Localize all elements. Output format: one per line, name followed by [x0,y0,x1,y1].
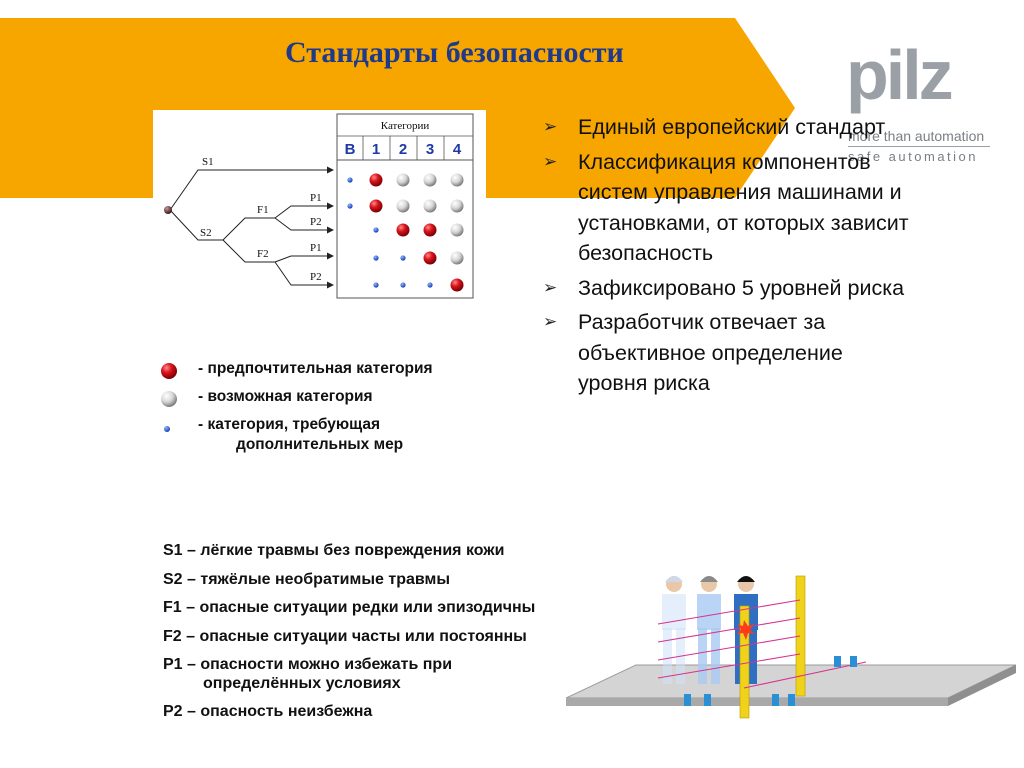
branch-label-s1: S1 [202,156,214,168]
white-ball-icon [424,174,437,187]
branch-f1p2-line [275,218,333,230]
white-ball-icon [451,200,464,213]
category-4: 4 [452,141,462,158]
branch-label-f1: F1 [257,204,269,216]
legend-possible [160,386,520,414]
branch-label-s2: S2 [200,227,212,239]
platform [566,665,1016,698]
definition-f2: F2 – опасные ситуации часты или постоянны [163,627,527,645]
blue-ball-icon [347,177,352,182]
branch-f2p2-line [275,262,333,285]
blue-ball-icon [373,255,378,260]
red-ball-icon [424,252,437,265]
arrow-bullet-icon: ➢ [543,277,558,297]
legend-preferred-text: - предпочтительная категория [198,360,433,377]
category-2: 2 [398,141,408,158]
definition-p1: P1 – опасности можно избежать при [163,656,453,673]
blue-ball-icon [427,282,432,287]
legend-additional [160,414,520,462]
blue-ball-icon [400,282,405,287]
blue-dot-icon [160,420,178,438]
branch-label-f1-p2: P2 [310,216,322,228]
arrow-bullet-icon: ➢ [543,312,558,331]
category-1: 1 [371,141,381,158]
white-ball-icon [451,252,464,265]
blue-ball-icon [347,203,352,208]
bullet-text: Единый европейский стандарт [578,115,886,139]
definition-s2: S2 – тяжёлые необратимые травмы [163,570,450,588]
white-ball-icon [424,200,437,213]
bullet-text: Разработчик отвечает за объективное определение уровня риска [578,310,843,395]
branch-s1-line [170,170,333,210]
red-ball-icon [424,224,437,237]
blue-ball-icon [373,282,378,287]
branch-label-f2: F2 [257,248,269,260]
legend-possible-text: - возможная категория [198,388,373,405]
definition-s1: S1 – лёгкие травмы без повреждения кожи [163,542,505,559]
key-points-list [543,112,913,403]
category-3: 3 [425,141,435,158]
logo-mark: pilz [846,36,951,114]
white-ball-icon [397,174,410,187]
logo-tagline-1: more than automation [848,128,985,144]
definition-p1-cont: определённых условиях [203,674,401,692]
light-curtain-illustration [566,570,1016,720]
branch-f2p1-line [275,256,333,262]
page-title: Стандарты безопасности [285,36,624,69]
bullet-text: Зафиксировано 5 уровней риска [578,275,905,300]
tree-root-node [164,206,172,214]
red-ball-icon [397,224,410,237]
legend [160,358,520,462]
definitions [163,537,633,726]
list-item [543,273,913,304]
branch-label-f2-p2: P2 [310,271,322,283]
list-item [543,307,913,399]
branch-label-f1-p1: P1 [310,192,322,204]
blue-ball-icon [400,255,405,260]
red-ball-icon [370,174,383,187]
white-ball-icon [397,200,410,213]
white-ball-icon [160,390,178,408]
white-ball-icon [451,224,464,237]
list-item [543,112,913,143]
risk-graph-diagram [153,110,486,340]
table-header: Категории [380,120,430,132]
category-b: B [344,141,356,158]
red-ball-icon [160,362,178,380]
list-item [543,147,913,269]
white-ball-icon [451,174,464,187]
definition-f1: F1 – опасные ситуации редки или эпизодичны [163,599,536,616]
arrow-bullet-icon: ➢ [543,151,558,171]
branch-label-f2-p1: P1 [310,242,322,254]
red-ball-icon [370,200,383,213]
bullet-text: Классификация компонентов систем управления машинами и установками, от которых зависит безопасность [578,149,909,265]
definition-p2: P2 – опасность неизбежна [163,702,373,720]
legend-additional-text: - категория, требующая [198,416,381,433]
arrow-bullet-icon: ➢ [543,117,558,136]
red-ball-icon [451,279,464,292]
legend-preferred [160,358,520,386]
logo-tagline-2: safe automation [848,149,979,164]
legend-additional-text-2: дополнительных мер [236,436,404,453]
branch-f1p1-line [275,206,333,218]
blue-ball-icon [373,227,378,232]
